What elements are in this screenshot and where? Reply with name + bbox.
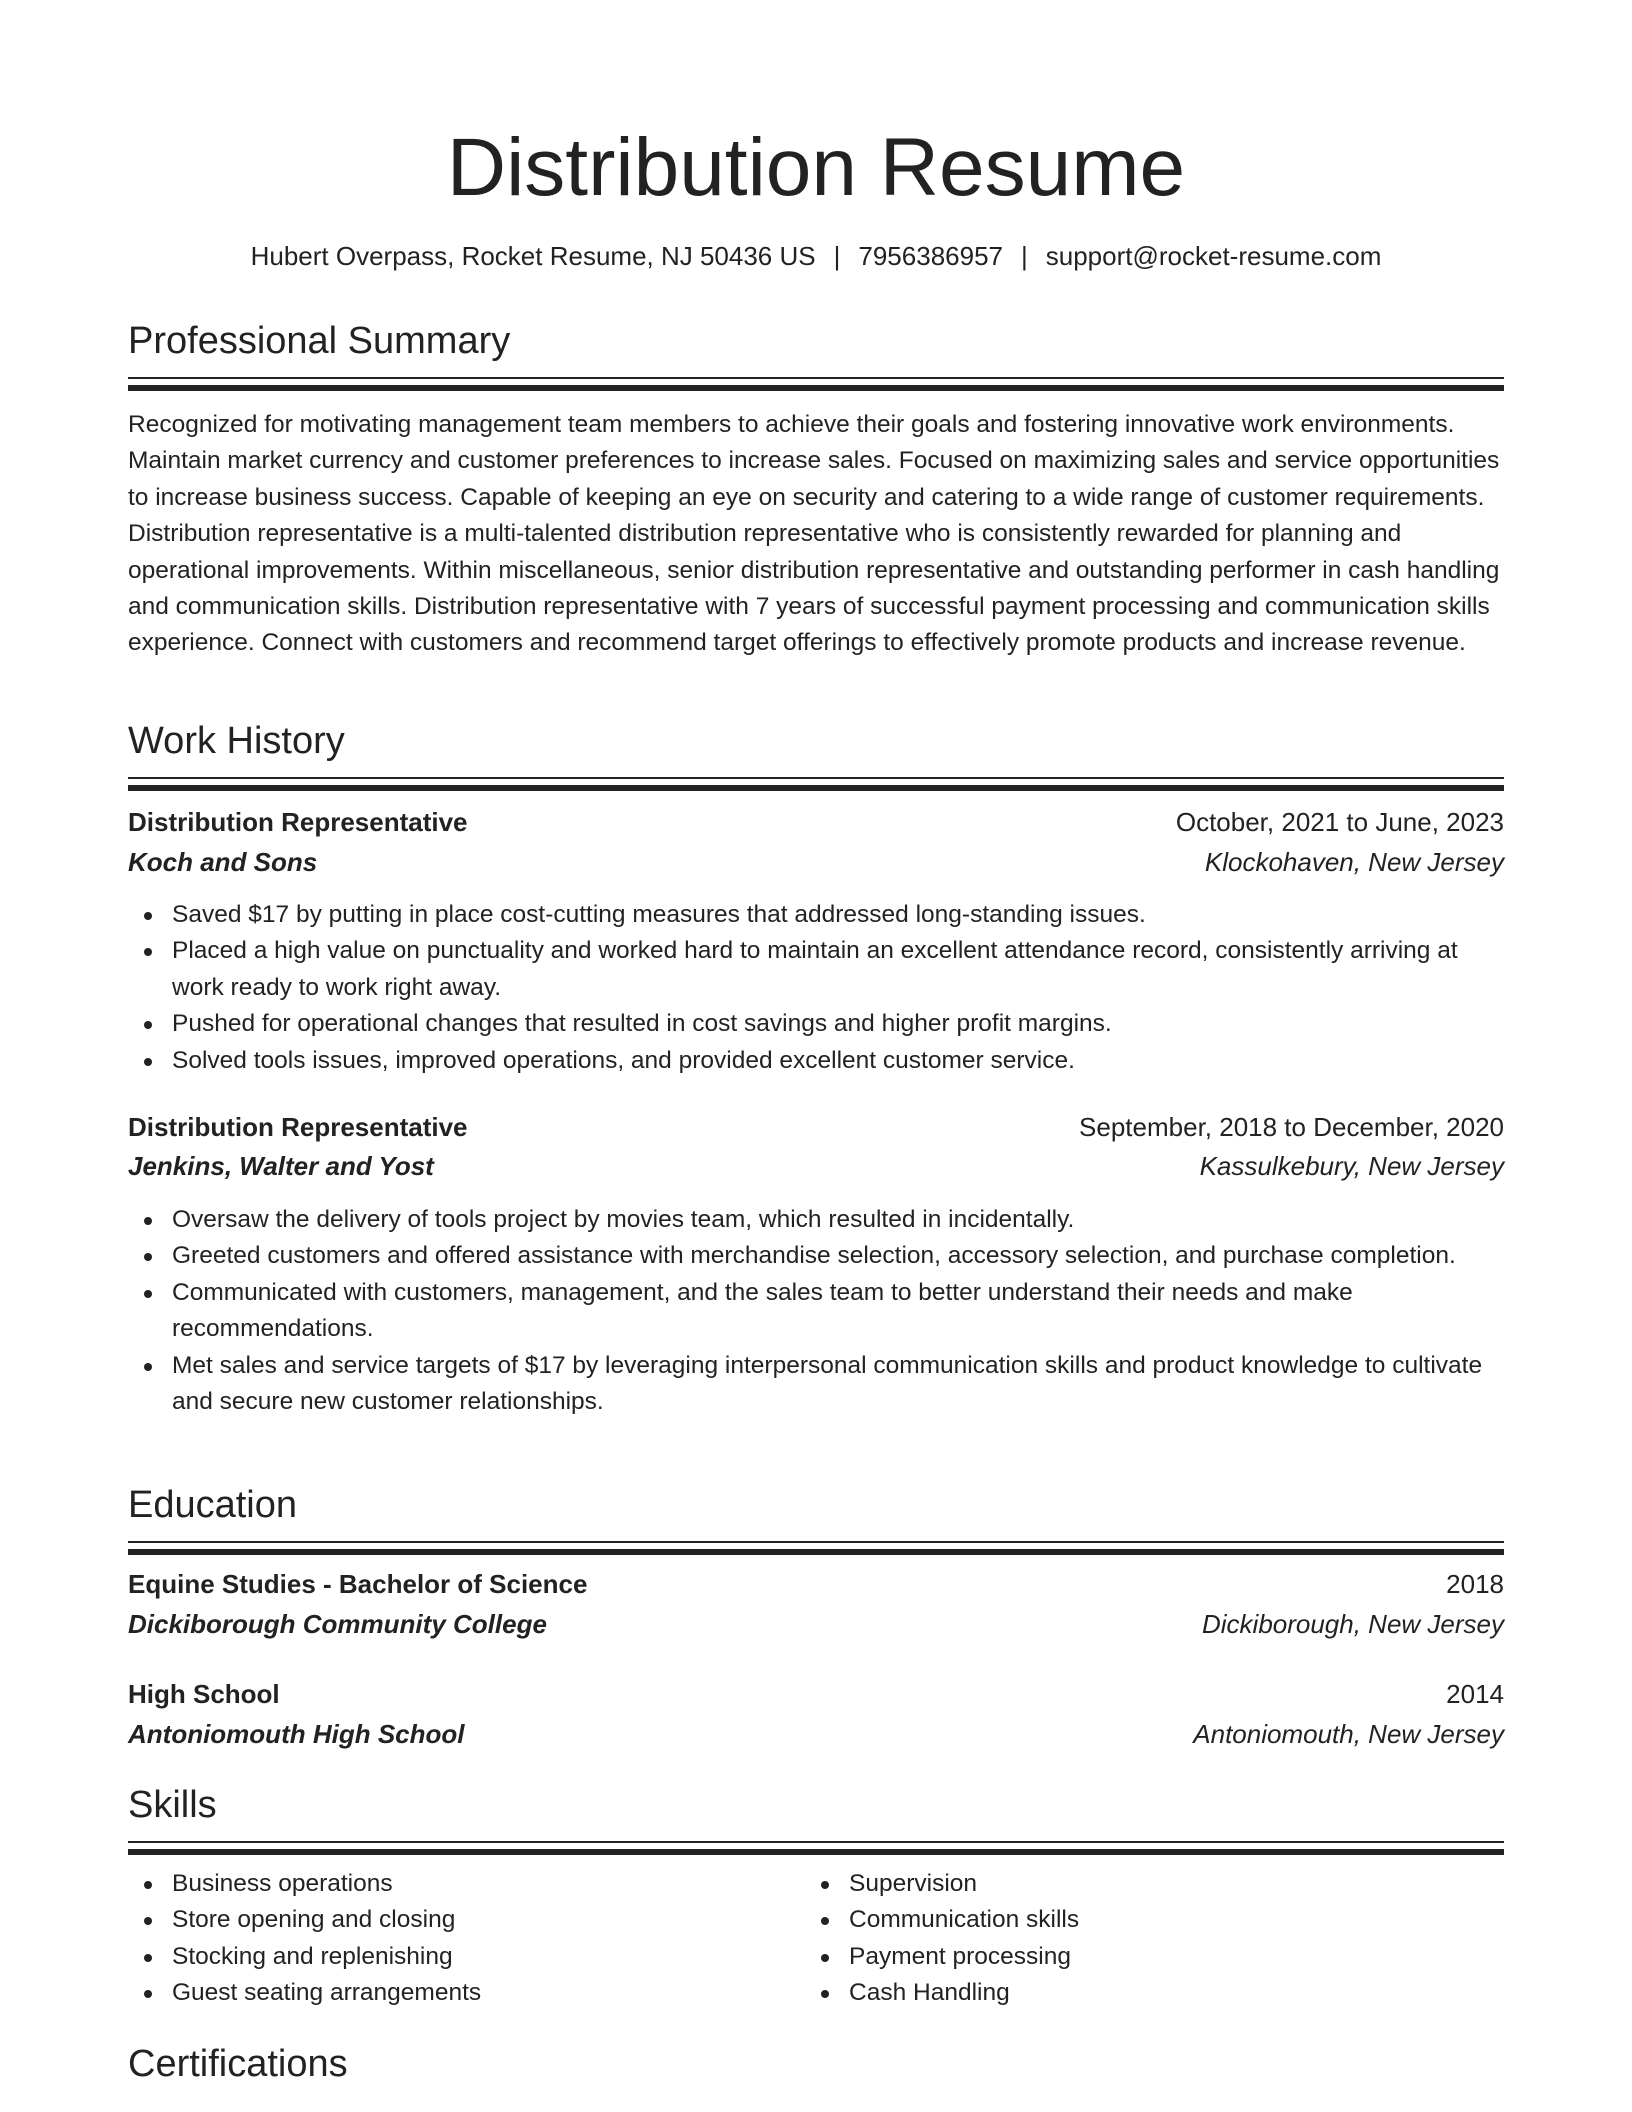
education-header	[128, 1674, 1504, 1714]
list-item: Met sales and service targets of $17 by leveraging interpersonal communication skills and product knowledge to cultivate and secure new customer relationships.	[172, 1348, 1504, 1421]
list-item: Solved tools issues, improved operations, and provided excellent customer service.	[172, 1043, 1504, 1079]
job-header	[128, 1107, 1504, 1147]
section-divider	[128, 1841, 1504, 1854]
list-item: Placed a high value on punctuality and worked hard to maintain an excellent attendance record, consistently arriving at work ready to work right away.	[172, 933, 1504, 1006]
job-subheader	[128, 842, 1504, 882]
contact-separator: |	[833, 241, 841, 271]
contact-phone: 7956386957	[858, 241, 1003, 271]
education-header	[128, 1564, 1504, 1604]
skills-list-right	[805, 1866, 1495, 2012]
certifications-heading: Certifications	[128, 2043, 348, 2085]
education-location: Antoniomouth, New Jersey	[1193, 1719, 1504, 1749]
section-divider	[128, 1541, 1504, 1554]
job-header	[128, 802, 1504, 842]
work-history-heading: Work History	[128, 720, 345, 762]
education-year: 2018	[1446, 1569, 1504, 1599]
contact-separator: |	[1021, 241, 1028, 271]
summary-heading: Professional Summary	[128, 320, 511, 362]
list-item: Business operations	[172, 1866, 808, 1902]
section-divider	[128, 377, 1504, 390]
job-duties-list	[128, 1202, 1504, 1420]
summary-text: Recognized for motivating management team members to achieve their goals and fostering innovative work environments. Maintain market currency and customer preferences to increase sales. Focused on maximizing sales and service opportunities to increase business success. Capable of keeping an eye on security and catering to a wide range of customer requirements. Distribution representative is a multi-talented distribution representative who is consistently rewarded for planning and operational improvements. Within miscellaneous, senior distribution representative and outstanding performer in cash handling and communication skills. Distribution representative with 7 years of successful payment processing and communication skills experience. Connect with customers and recommend target offerings to effectively promote products and increase revenue.	[128, 411, 1500, 657]
resume-title: Distribution Resume	[446, 122, 1186, 213]
job-duties-list	[128, 897, 1504, 1079]
education-degree: Equine Studies - Bachelor of Science	[128, 1569, 588, 1599]
list-item: Stocking and replenishing	[172, 1939, 808, 1975]
job-title: Distribution Representative	[128, 807, 468, 837]
list-item: Oversaw the delivery of tools project by movies team, which resulted in incidentally.	[172, 1202, 1504, 1238]
education-subheader	[128, 1714, 1504, 1754]
education-subheader	[128, 1604, 1504, 1644]
education-school: Antoniomouth High School	[128, 1719, 465, 1749]
education-degree: High School	[128, 1679, 280, 1709]
job-dates: September, 2018 to December, 2020	[1079, 1112, 1504, 1142]
job-location: Kassulkebury, New Jersey	[1199, 1151, 1504, 1181]
skills-heading: Skills	[128, 1784, 217, 1826]
list-item: Guest seating arrangements	[172, 1975, 808, 2011]
section-divider	[128, 777, 1504, 790]
education-school: Dickiborough Community College	[128, 1609, 547, 1639]
job-location: Klockohaven, New Jersey	[1204, 847, 1504, 877]
list-item: Communication skills	[849, 1902, 1495, 1938]
list-item: Communicated with customers, management, and the sales team to better understand their needs and make recommendations.	[172, 1275, 1504, 1348]
contact-email[interactable]: support@rocket-resume.com	[1045, 241, 1382, 271]
list-item: Store opening and closing	[172, 1902, 808, 1938]
list-item: Supervision	[849, 1866, 1495, 1902]
job-company: Jenkins, Walter and Yost	[128, 1151, 434, 1181]
education-location: Dickiborough, New Jersey	[1201, 1609, 1504, 1639]
skills-list-left	[128, 1866, 808, 2012]
job-title: Distribution Representative	[128, 1112, 468, 1142]
list-item: Saved $17 by putting in place cost-cutting measures that addressed long-standing issues.	[172, 897, 1504, 933]
contact-line	[128, 238, 1504, 274]
contact-address: Hubert Overpass, Rocket Resume, NJ 50436 US	[250, 241, 816, 271]
job-company: Koch and Sons	[128, 847, 318, 877]
job-dates: October, 2021 to June, 2023	[1175, 807, 1504, 837]
list-item: Payment processing	[849, 1939, 1495, 1975]
education-heading: Education	[128, 1484, 298, 1526]
list-item: Pushed for operational changes that resulted in cost savings and higher profit margins.	[172, 1006, 1504, 1042]
education-year: 2014	[1446, 1679, 1504, 1709]
job-subheader	[128, 1146, 1504, 1186]
list-item: Cash Handling	[849, 1975, 1495, 2011]
list-item: Greeted customers and offered assistance with merchandise selection, accessory selection, and purchase completion.	[172, 1238, 1504, 1274]
